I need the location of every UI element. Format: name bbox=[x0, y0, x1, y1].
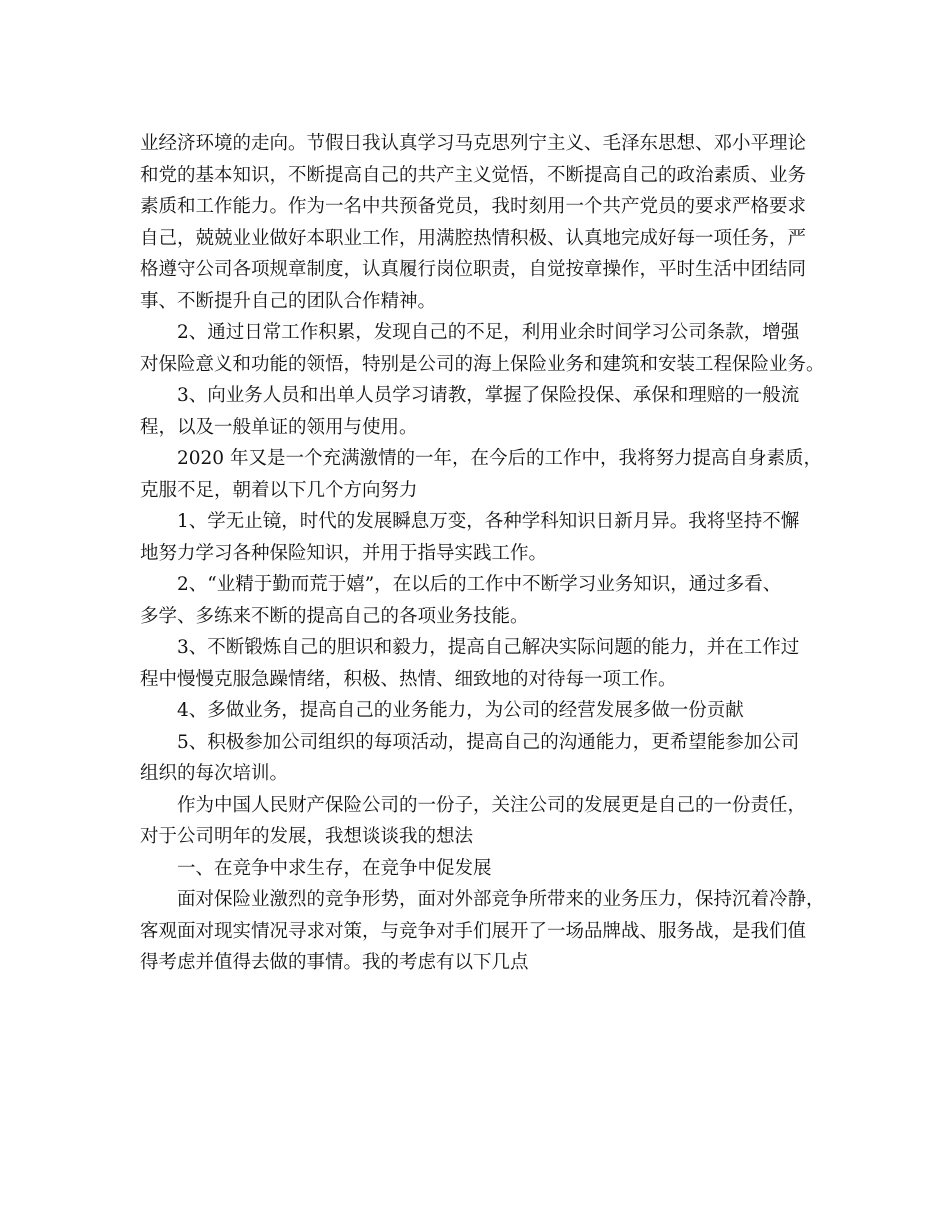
document-body bbox=[140, 128, 825, 979]
text-line: 程中慢慢克服急躁情绪，积极、热情、细致地的对待每一项工作。 bbox=[140, 668, 677, 690]
text-line: 和党的基本知识，不断提高自己的共产主义觉悟，不断提高自己的政治素质、业务 bbox=[140, 164, 807, 186]
text-line: 程，以及一般单证的领用与使用。 bbox=[140, 416, 418, 438]
paragraph bbox=[140, 380, 820, 443]
text-line: 格遵守公司各项规章制度，认真履行岗位职责，自觉按章操作，平时生活中团结同 bbox=[140, 259, 807, 280]
text-line: 面对保险业激烈的竞争形势，面对外部竞争所带来的业务压力，保持沉着冷静， bbox=[177, 889, 825, 910]
text-line: 克服不足，朝着以下几个方向努力 bbox=[140, 479, 418, 501]
text-line: 自己，兢兢业业做好本职业工作，用满腔热情积极、认真地完成好每一项任务，严 bbox=[140, 227, 807, 249]
text-line: 5、积极参加公司组织的每项活动，提高自己的沟通能力，更希望能参加公司 bbox=[177, 731, 800, 753]
text-line: 2、通过日常工作积累，发现自己的不足，利用业余时间学习公司条款，增强 bbox=[177, 322, 800, 343]
text-line: 一、在竞争中求生存，在竞争中促发展 bbox=[177, 857, 492, 879]
text-line: 多学、多练来不断的提高自己的各项业务技能。 bbox=[140, 605, 529, 627]
text-line: 3、向业务人员和出单人员学习请教，掌握了保险投保、承保和理赔的一般流 bbox=[177, 385, 800, 406]
text-line: 2020 年又是一个充满激情的一年，在今后的工作中，我将努力提高自身素质， bbox=[177, 448, 822, 469]
text-line: 4、多做业务，提高自己的业务能力，为公司的经营发展多做一份贡献 bbox=[177, 700, 744, 721]
paragraph bbox=[140, 569, 820, 632]
text-line: 组织的每次培训。 bbox=[140, 763, 289, 784]
paragraph bbox=[140, 506, 820, 569]
paragraph bbox=[140, 128, 820, 317]
text-line: 对保险意义和功能的领悟，特别是公司的海上保险业务和建筑和安装工程保险业务。 bbox=[140, 353, 825, 375]
text-line: 2、“业精于勤而荒于嬉”，在以后的工作中不断学习业务知识，通过多看、 bbox=[177, 574, 782, 595]
text-line: 作为中国人民财产保险公司的一份子，关注公司的发展更是自己的一份责任， bbox=[177, 794, 807, 816]
paragraph bbox=[140, 632, 820, 695]
paragraph bbox=[140, 884, 825, 979]
text-line: 业经济环境的走向。节假日我认真学习马克思列宁主义、毛泽东思想、邓小平理论 bbox=[140, 133, 807, 154]
paragraph bbox=[140, 317, 825, 380]
text-line: 地努力学习各种保险知识，并用于指导实践工作。 bbox=[140, 542, 548, 564]
paragraph bbox=[140, 443, 820, 506]
text-line: 得考虑并值得去做的事情。我的考虑有以下几点 bbox=[140, 952, 529, 973]
text-line: 事、不断提升自己的团队合作精神。 bbox=[140, 290, 437, 312]
text-line: 1、学无止镜，时代的发展瞬息万变，各种学科知识日新月异。我将坚持不懈 bbox=[177, 511, 800, 532]
text-line: 客观面对现实情况寻求对策，与竞争对手们展开了一场品牌战、服务战，是我们值 bbox=[140, 920, 807, 942]
text-line: 3、不断锻炼自己的胆识和毅力，提高自己解决实际问题的能力，并在工作过 bbox=[177, 637, 800, 658]
paragraph bbox=[140, 695, 820, 727]
section-heading bbox=[140, 853, 820, 885]
paragraph bbox=[140, 790, 820, 853]
text-line: 对于公司明年的发展，我想谈谈我的想法 bbox=[140, 826, 474, 847]
text-line: 素质和工作能力。作为一名中共预备党员，我时刻用一个共产党员的要求严格要求 bbox=[140, 196, 807, 217]
paragraph bbox=[140, 727, 820, 790]
